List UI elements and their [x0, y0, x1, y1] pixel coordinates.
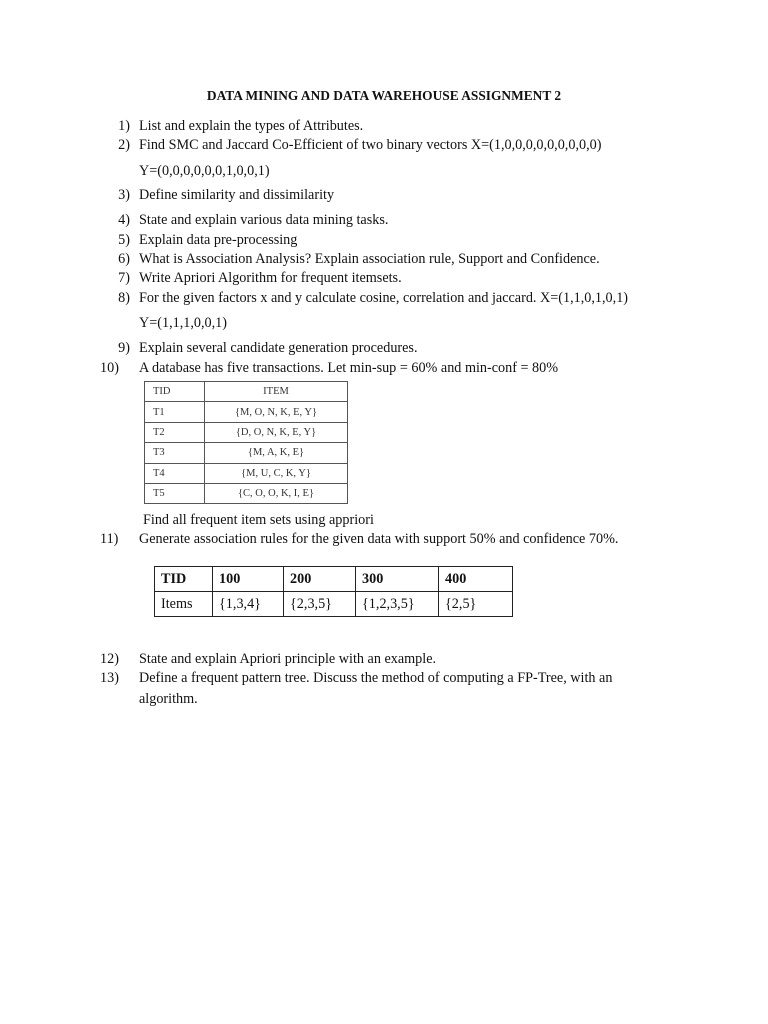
- question-number: 3): [118, 187, 130, 203]
- question-text: A database has five transactions. Let min-sup = 60% and min-conf = 80%: [139, 360, 559, 376]
- question-number: 5): [118, 232, 130, 248]
- table-header-cell: 400: [439, 567, 513, 592]
- transactions-table: [144, 381, 348, 504]
- question-continuation: Find all frequent item sets using appriori: [143, 512, 374, 528]
- question-text: State and explain various data mining tasks.: [139, 212, 389, 228]
- table-cell: {C, O, O, K, I, E}: [205, 483, 348, 503]
- table-cell: {D, O, N, K, E, Y}: [205, 422, 348, 442]
- table-header-cell: 300: [356, 567, 439, 592]
- question-text: Generate association rules for the given data with support 50% and confidence 70%.: [139, 531, 619, 547]
- table-cell: T1: [145, 402, 205, 422]
- table-cell: {M, U, C, K, Y}: [205, 463, 348, 483]
- question-continuation: Y=(0,0,0,0,0,0,1,0,0,1): [139, 163, 270, 179]
- table-cell: {2,3,5}: [284, 592, 356, 617]
- question-text: List and explain the types of Attributes.: [139, 118, 364, 134]
- question-text: Write Apriori Algorithm for frequent itemsets.: [139, 270, 402, 286]
- question-text: Explain several candidate generation procedures.: [139, 340, 418, 356]
- table-row: [145, 463, 348, 483]
- question-number: 1): [118, 118, 130, 134]
- question-text: Find SMC and Jaccard Co-Efficient of two binary vectors X=(1,0,0,0,0,0,0,0,0,0): [139, 137, 602, 153]
- question-text: For the given factors x and y calculate cosine, correlation and jaccard. X=(1,1,0,1,0,1): [139, 290, 629, 306]
- table-cell: T5: [145, 483, 205, 503]
- page-title: DATA MINING AND DATA WAREHOUSE ASSIGNMENT 2: [206, 88, 562, 103]
- table-row: [145, 443, 348, 463]
- table-row: [145, 402, 348, 422]
- question-number: 10): [100, 360, 119, 376]
- question-number: 4): [118, 212, 130, 228]
- question-number: 2): [118, 137, 130, 153]
- table-cell: T4: [145, 463, 205, 483]
- question-number: 11): [100, 531, 119, 547]
- question-number: 7): [118, 270, 130, 286]
- table-header-cell: TID: [155, 567, 213, 592]
- table-row: [155, 592, 513, 617]
- table-header-row: [155, 567, 513, 592]
- items-table: [154, 566, 513, 617]
- table-cell: {1,2,3,5}: [356, 592, 439, 617]
- question-number: 12): [100, 651, 119, 667]
- table-cell: {M, O, N, K, E, Y}: [205, 402, 348, 422]
- question-continuation: algorithm.: [139, 691, 198, 707]
- question-text: Explain data pre-processing: [139, 232, 298, 248]
- question-number: 13): [100, 670, 119, 686]
- question-continuation: Y=(1,1,1,0,0,1): [139, 315, 227, 331]
- question-number: 9): [118, 340, 130, 356]
- question-number: 8): [118, 290, 130, 306]
- table-cell: {2,5}: [439, 592, 513, 617]
- table-header-cell: TID: [145, 382, 205, 402]
- table-header-row: [145, 382, 348, 402]
- table-row: [145, 422, 348, 442]
- question-text: What is Association Analysis? Explain association rule, Support and Confidence.: [139, 251, 600, 267]
- table-cell: Items: [155, 592, 213, 617]
- table-cell: {M, A, K, E}: [205, 443, 348, 463]
- table-header-cell: 200: [284, 567, 356, 592]
- question-text: Define a frequent pattern tree. Discuss the method of computing a FP-Tree, with an: [139, 670, 613, 686]
- question-number: 6): [118, 251, 130, 267]
- table-header-cell: ITEM: [205, 382, 348, 402]
- question-text: State and explain Apriori principle with an example.: [139, 651, 437, 667]
- table-row: [145, 483, 348, 503]
- table-cell: T3: [145, 443, 205, 463]
- table-cell: T2: [145, 422, 205, 442]
- table-header-cell: 100: [213, 567, 284, 592]
- table-cell: {1,3,4}: [213, 592, 284, 617]
- question-text: Define similarity and dissimilarity: [139, 187, 335, 203]
